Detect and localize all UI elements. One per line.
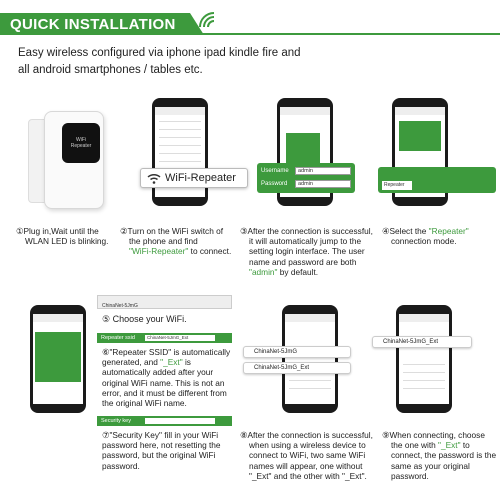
step8-line4: names will appear, one without xyxy=(249,460,363,471)
step6-number: ⑥ xyxy=(102,347,110,357)
step6-line4: automatically added after your xyxy=(102,367,214,378)
intro-line-1: Easy wireless configured via iphone ipad kindle fire and xyxy=(18,47,301,59)
step8-number: ⑧ xyxy=(240,430,248,440)
repeater-ssid-label: Repeater ssid xyxy=(101,335,135,341)
step1-line1: Plug in,Wait until the xyxy=(23,226,99,236)
step6-line5: original WiFi name. This is not an xyxy=(102,377,225,388)
step6-caption xyxy=(102,347,234,408)
login-panel xyxy=(257,163,355,193)
step2-number: ② xyxy=(120,226,128,236)
step7-caption xyxy=(102,430,234,471)
repeater-mode-panel xyxy=(378,167,496,193)
step1-number: ① xyxy=(16,226,24,236)
step3-line4: name and password are both xyxy=(249,256,357,267)
intro-line-2: all android smartphones / tables etc. xyxy=(18,64,203,76)
step2-caption xyxy=(120,226,238,257)
router-brand: WiFi Repeater xyxy=(70,137,92,149)
wifi-signal-icon xyxy=(147,173,161,185)
step2-highlight: "WiFi-Repeater" xyxy=(129,246,189,257)
step8-line3: connect to WiFi, two same WiFi xyxy=(249,450,366,461)
step8-line1: After the connection is successful, xyxy=(247,430,373,440)
header-banner xyxy=(0,9,500,35)
step4-number: ④ xyxy=(382,226,390,236)
step1-line2: WLAN LED is blinking. xyxy=(25,236,109,247)
step7-line3: password, but the original WiFi xyxy=(102,450,216,461)
step9-line1: When connecting, choose xyxy=(389,430,485,440)
step2-line3: to connect. xyxy=(188,246,232,257)
phone-step8 xyxy=(282,305,338,413)
step3-line3: setting login interface. The user xyxy=(249,246,365,257)
password-field[interactable]: admin xyxy=(295,180,351,188)
network-name-ext: ChinaNet-5JmG_Ext xyxy=(383,339,439,345)
step9-highlight: "_Ext" xyxy=(438,440,461,451)
step3-line1: After the connection is successful, xyxy=(247,226,373,236)
repeater-ssid-field[interactable]: ChinaNet-5JmG_Ext xyxy=(145,335,215,341)
network-name-2: ChinaNet-5JmG_Ext xyxy=(254,365,310,371)
step5-text: Choose your WiFi. xyxy=(112,314,187,324)
step9-number: ⑨ xyxy=(382,430,390,440)
repeater-ssid-strip xyxy=(97,333,232,343)
router-image xyxy=(28,111,108,213)
step6-line7: the original WiFi name. xyxy=(102,398,187,409)
network-item-1[interactable] xyxy=(243,346,351,358)
wifi-list-strip[interactable] xyxy=(97,295,232,309)
step8-line5: "_Ext" and the other with "_Ext". xyxy=(249,470,367,481)
step4-line1: Select the xyxy=(389,226,429,236)
username-label: Username xyxy=(261,168,289,174)
network-name-1: ChinaNet-5JmG xyxy=(254,349,298,355)
step3-number: ③ xyxy=(240,226,248,236)
wifi-list-value: ChinaNet-5JmG xyxy=(102,303,138,309)
network-item-2[interactable] xyxy=(243,362,351,374)
repeater-button[interactable]: Repeater xyxy=(382,181,412,190)
security-key-field[interactable] xyxy=(145,418,215,424)
step5-number: ⑤ xyxy=(102,314,111,324)
step3-highlight: "admin" xyxy=(249,266,278,277)
step9-line2: the one with xyxy=(391,440,439,451)
step8-line2: when using a wireless device to xyxy=(249,440,366,451)
step1-caption xyxy=(16,226,126,246)
security-key-label: Security key xyxy=(101,418,131,424)
step7-line4: password. xyxy=(102,460,140,471)
step8-caption xyxy=(240,430,380,481)
username-field[interactable]: admin xyxy=(295,167,351,175)
step3-caption xyxy=(240,226,380,277)
wifi-icon xyxy=(196,9,218,31)
step3-line2: it will automatically jump to the xyxy=(249,236,362,247)
step6-line6: error, and it must be different from xyxy=(102,387,227,398)
step5-caption xyxy=(102,314,187,325)
step7-line1: "Security Key" fill in your WiFi xyxy=(109,430,219,440)
step6-line2: generated, and xyxy=(102,357,161,368)
wifi-repeater-network[interactable] xyxy=(140,168,248,188)
phone-step9 xyxy=(396,305,452,413)
network-item-ext[interactable] xyxy=(372,336,472,348)
intro-text xyxy=(18,45,338,79)
password-label: Password xyxy=(261,181,288,187)
step2-line1: Turn on the WiFi switch of xyxy=(127,226,224,236)
phone-step5 xyxy=(30,305,86,413)
step9-line4: connect, the password is the xyxy=(391,450,497,461)
step4-line2: connection mode. xyxy=(391,236,457,247)
step2-line2: the phone and find xyxy=(129,236,198,247)
step6-line1: "Repeater SSID" is automatically xyxy=(109,347,231,357)
step9-line3: to xyxy=(460,440,470,451)
router-face xyxy=(62,123,100,163)
step7-number: ⑦ xyxy=(102,430,110,440)
step9-line6: password. xyxy=(391,470,429,481)
step4-caption xyxy=(382,226,498,246)
step6-line3: is xyxy=(182,357,191,368)
banner-line xyxy=(200,33,500,35)
step3-line5: by default. xyxy=(277,266,319,277)
wifi-repeater-label: WiFi-Repeater xyxy=(165,172,236,184)
page-title: QUICK INSTALLATION xyxy=(10,16,176,33)
phone-step2 xyxy=(152,98,208,206)
step9-line5: same as your original xyxy=(391,460,470,471)
security-key-strip xyxy=(97,416,232,426)
step6-highlight: "_Ext" xyxy=(160,357,183,368)
step4-highlight: "Repeater" xyxy=(428,226,469,236)
step7-line2: password here, not resetting the xyxy=(102,440,221,451)
step9-caption xyxy=(382,430,498,481)
